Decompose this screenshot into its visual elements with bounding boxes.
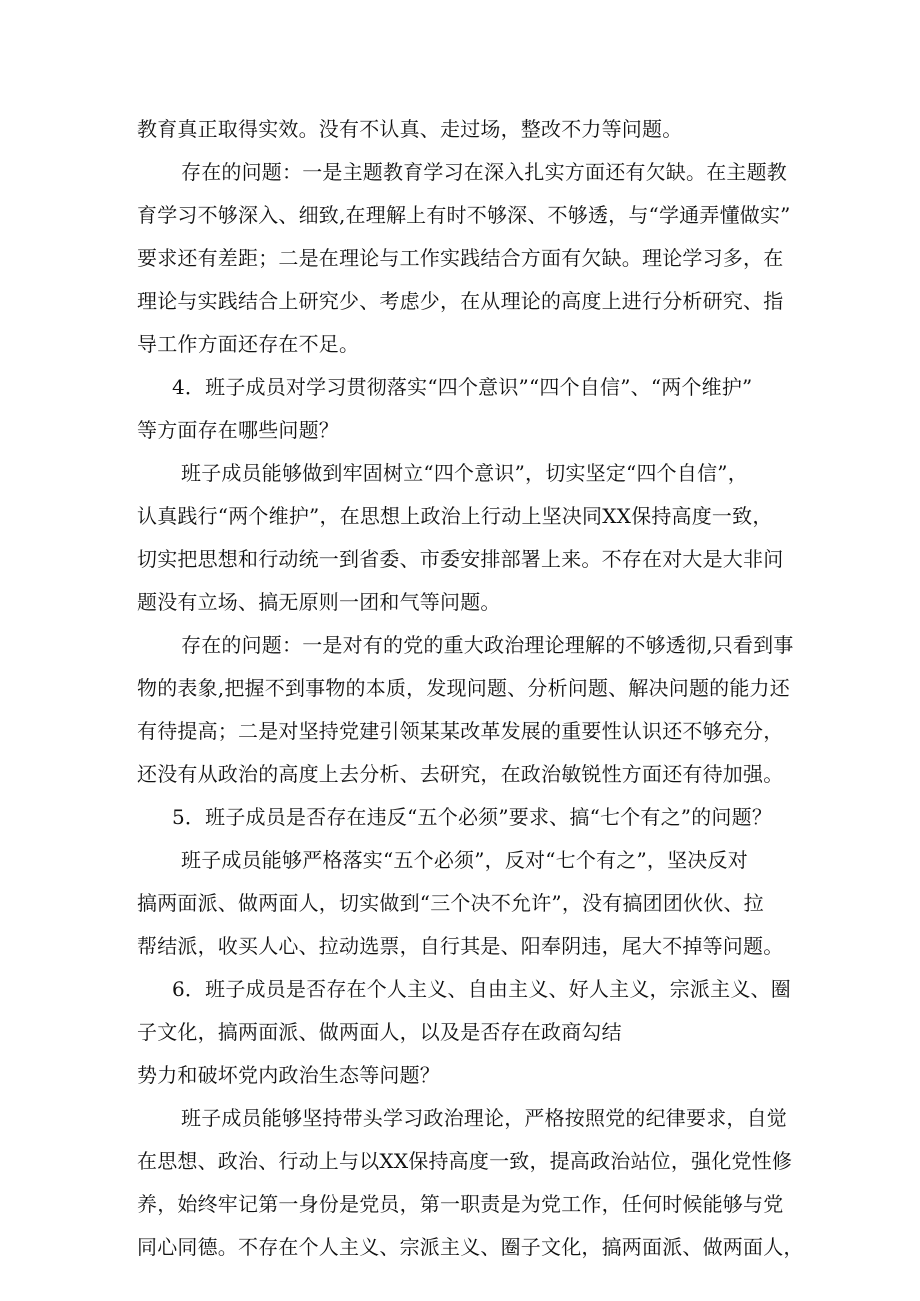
- text-line-24: 班子成员能够坚持带头学习政治理论，严格按照党的纪律要求，自觉: [181, 1106, 787, 1130]
- text-line-11: 切实把思想和行动统一到省委、市委安排部署上来。不存在对大是大非问: [137, 547, 784, 571]
- question-6-line-2: 子文化，搞两面派、做两面人，以及是否存在政商勾结: [137, 1020, 622, 1044]
- question-4-line-2: 等方面存在哪些问题？: [137, 418, 339, 442]
- text-line-16: 还没有从政治的高度上去分析、去研究，在政治敏锐性方面还有待加强。: [137, 762, 784, 786]
- text-line-12: 题没有立场、搞无原则一团和气等问题。: [137, 590, 501, 614]
- text-line-4: 要求还有差距；二是在理论与工作实践结合方面有欠缺。理论学习多，在: [137, 246, 784, 270]
- text-line-2: 存在的问题：一是主题教育学习在深入扎实方面还有欠缺。在主题教: [181, 160, 787, 184]
- question-6-line-1: 6．班子成员是否存在个人主义、自由主义、好人主义，宗派主义、圈: [172, 977, 791, 1001]
- text-line-27: 同心同德。不存在个人主义、宗派主义、圈子文化，搞两面派、做两面人，: [137, 1235, 804, 1259]
- text-line-1: 教育真正取得实效。没有不认真、走过场，整改不力等问题。: [137, 117, 683, 141]
- text-line-9: 班子成员能够做到牢固树立“四个意识”，切实坚定“四个自信”，: [181, 461, 748, 485]
- question-4-line-1: 4．班子成员对学习贯彻落实“四个意识”“四个自信”、“两个维护”: [172, 375, 753, 399]
- text-line-14: 物的表象,把握不到事物的本质，发现问题、分析问题、解决问题的能力还: [137, 676, 790, 700]
- text-line-26: 养，始终牢记第一身份是党员，第一职责是为党工作，任何时候能够与党: [137, 1192, 784, 1216]
- text-line-6: 导工作方面还存在不足。: [137, 332, 360, 356]
- text-line-10: 认真践行“两个维护”，在思想上政治上行动上坚决同XX保持高度一致，: [137, 504, 773, 528]
- text-line-18: 班子成员能够严格落实“五个必须”，反对“七个有之”，坚决反对: [181, 848, 748, 872]
- question-5-line-1: 5．班子成员是否存在违反“五个必须”要求、搞“七个有之”的问题？: [172, 805, 773, 829]
- text-line-5: 理论与实践结合上研究少、考虑少，在从理论的高度上进行分析研究、指: [137, 289, 784, 313]
- text-line-15: 有待提高；二是对坚持党建引领某某改革发展的重要性认识还不够充分，: [137, 719, 784, 743]
- text-line-13: 存在的问题：一是对有的党的重大政治理论理解的不够透彻,只看到事: [181, 633, 794, 657]
- text-line-25: 在思想、政治、行动上与以XX保持高度一致，提高政治站位，强化党性修: [137, 1149, 793, 1173]
- text-line-19: 搞两面派、做两面人，切实做到“三个决不允许”，没有搞团团伙伙、拉: [137, 891, 764, 915]
- text-line-3: 育学习不够深入、细致,在理解上有时不够深、不够透，与“学通弄懂做实”: [137, 203, 791, 227]
- question-6-line-3: 势力和破坏党内政治生态等问题？: [137, 1063, 440, 1087]
- text-line-20: 帮结派，收买人心、拉动选票，自行其是、阳奉阴违，尾大不掉等问题。: [137, 934, 784, 958]
